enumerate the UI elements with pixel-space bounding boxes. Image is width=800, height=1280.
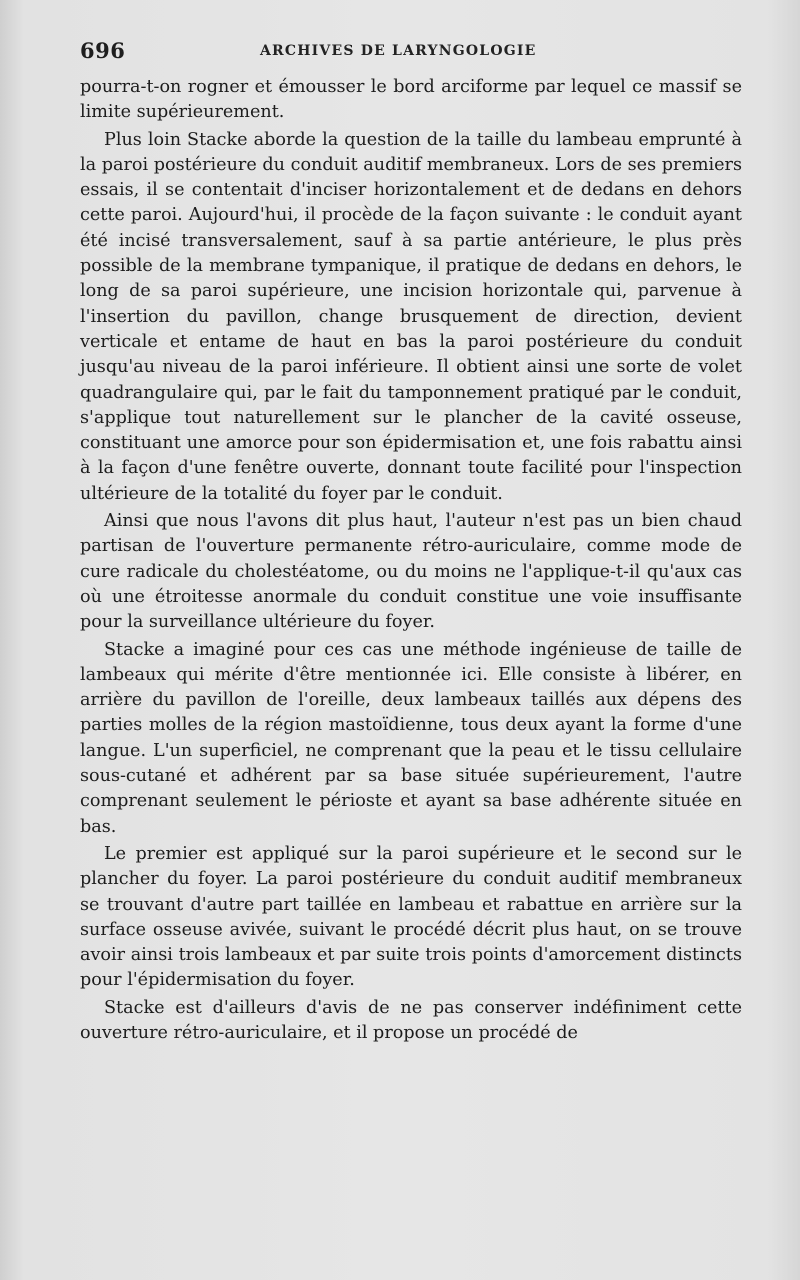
paragraph: Stacke est d'ailleurs d'avis de ne pas conserver indéfiniment cette ouverture rétro-auriculaire, et il propose un procédé de <box>80 997 742 1043</box>
paragraph-continuation: pourra-t-on rogner et émousser le bord arciforme par lequel ce massif se limite supérieurement. <box>80 77 742 123</box>
paragraph: Plus loin Stacke aborde la question de la taille du lambeau emprunté à la paroi postérieure du conduit auditif membraneux. Lors de ses premiers essais, il se contentait d'inciser horizontalement et de dedans en dehors cette paroi. Aujourd'hui, il procède de la façon suivante : le conduit ayant été incisé transversalement, sauf à sa partie antérieure, le plus près possible de la membrane tympanique, il pratique de dedans en dehors, le long de sa paroi supérieure, une incision horizontale qui, parvenue à l'insertion du pavillon, change brusquement de direction, devient verticale et entame de haut en bas la paroi postérieure du conduit jusqu'au niveau de la paroi inférieure. Il obtient ainsi une sorte de volet quadrangulaire qui, par le fait du tamponnement pratiqué par le conduit, s'applique tout naturellement sur le plancher de la cavité osseuse, constituant une amorce pour son épidermisation et, une fois rabattu ainsi à la façon d'une fenêtre ouverte, donnant toute facilité pour l'inspection ultérieure de la totalité du foyer par le conduit. <box>80 129 742 504</box>
running-title: ARCHIVES DE LARYNGOLOGIE <box>260 43 537 59</box>
paragraph: Ainsi que nous l'avons dit plus haut, l'auteur n'est pas un bien chaud partisan de l'ouverture permanente rétro-auriculaire, comme mode de cure radicale du cholestéatome, ou du moins ne l'applique-t-il qu'aux cas où une étroitesse anormale du conduit constitue une voie insuffisante pour la surveillance ultérieure du foyer. <box>80 511 742 633</box>
paragraph: Le premier est appliqué sur la paroi supérieure et le second sur le plancher du foyer. La paroi postérieure du conduit auditif membraneux se trouvant d'autre part taillée en lambeau et rabattue en arrière sur la surface osseuse avivée, suivant le procédé décrit plus haut, on se trouve avoir ainsi trois lambeaux et par suite trois points d'amorcement distincts pour l'épidermisation du foyer. <box>80 843 742 991</box>
body-text <box>80 75 742 1047</box>
paragraph: Stacke a imaginé pour ces cas une méthode ingénieuse de taille de lambeaux qui mérite d'être mentionnée ici. Elle consiste à libérer, en arrière du pavillon de l'oreille, deux lambeaux taillés aux dépens des parties molles de la région mastoïdienne, tous deux ayant la forme d'une langue. L'un superficiel, ne comprenant que la peau et le tissu cellulaire sous-cutané et adhérent par sa base située supérieurement, l'autre comprenant seulement le périoste et ayant sa base adhérente située en bas. <box>80 639 742 837</box>
page-number: 696 <box>80 38 126 63</box>
page-header <box>80 38 742 66</box>
